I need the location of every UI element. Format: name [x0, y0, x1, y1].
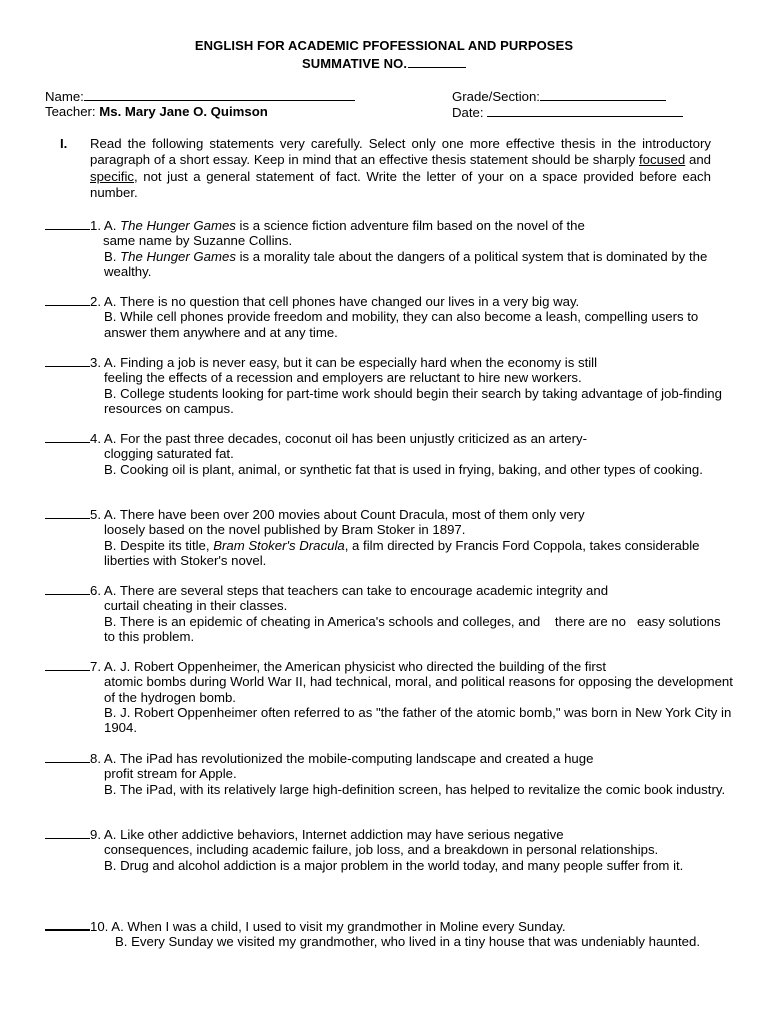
option-b [45, 538, 735, 569]
grade-row [452, 88, 666, 104]
option-a-continued: profit stream for Apple. [104, 766, 237, 782]
question-6 [45, 583, 735, 644]
answer-blank-10[interactable] [45, 918, 90, 931]
instructions-text: Read the following statements very carefully. Select only one more effective thesis in the introductory paragraph of a short essay. Keep in mind that an effective thesis statement should be sharply [90, 136, 711, 168]
option-b [45, 858, 735, 873]
option-b [45, 462, 735, 477]
option-a-text: J. Robert Oppenheimer, the American physicist who directed the building of the first [120, 659, 607, 674]
option-b-text: Drug and alcohol addiction is a major problem in the world today, and many people suffer from it. [120, 857, 684, 873]
question-number: 7. A. [90, 659, 121, 674]
summative-label: SUMMATIVE NO. [301, 56, 408, 71]
option-a-continued: clogging saturated fat. [104, 446, 234, 462]
answer-blank-9[interactable] [45, 827, 90, 839]
option-a-title: The Hunger Games [120, 218, 236, 233]
answer-blank-8[interactable] [45, 751, 90, 763]
answer-blank-3[interactable] [45, 355, 90, 367]
option-b-title: The Hunger Games [120, 248, 236, 264]
question-9 [45, 827, 735, 873]
option-b [45, 309, 735, 340]
document-title: ENGLISH FOR ACADEMIC PFOFESSIONAL AND PURPOSES [194, 38, 574, 53]
name-blank[interactable] [84, 88, 355, 101]
option-a-text: is a science fiction adventure film based on the novel of the [235, 218, 585, 233]
option-a-continued: loosely based on the novel published by Bram Stoker in 1897. [104, 522, 466, 538]
answer-blank-6[interactable] [45, 583, 90, 595]
question-number: 10. A. [90, 919, 128, 934]
name-label: Name: [45, 89, 84, 104]
grade-label: Grade/Section: [452, 89, 540, 104]
option-b-label: B. [104, 613, 120, 629]
question-7 [45, 659, 735, 735]
question-number: 9. A. [90, 827, 121, 842]
option-a-continued: same name by Suzanne Collins. [103, 233, 293, 249]
question-number: 2. A. [90, 294, 120, 309]
date-row [452, 104, 683, 120]
option-a-text: The iPad has revolutionized the mobile-computing landscape and created a huge [119, 751, 594, 766]
option-b-label: B. [104, 704, 121, 720]
question-3 [45, 355, 735, 416]
option-b [45, 386, 735, 417]
instructions-text-end: , not just a general statement of fact. Write the letter of your on a space provided before each number. [90, 168, 711, 200]
option-a-text: There is no question that cell phones have changed our lives in a very big way. [119, 294, 580, 309]
option-a-continued: consequences, including academic failure, job loss, and a breakdown in personal relationships. [104, 842, 659, 858]
option-b-label: B. [104, 385, 121, 401]
option-a-text: There have been over 200 movies about Count Dracula, most of them only very [119, 507, 585, 522]
option-a-continued: feeling the effects of a recession and employers are reluctant to hire new workers. [104, 370, 582, 386]
option-b-text: J. Robert Oppenheimer often referred to as "the father of the atomic bomb," was born in New York City in 1904. [104, 704, 732, 736]
question-4 [45, 431, 735, 477]
instructions-focused: focused [639, 152, 686, 168]
option-b-label: B. [104, 248, 121, 264]
option-b-text: is a morality tale about the dangers of a political system that is dominated by the wealthy. [104, 248, 708, 279]
question-number: 8. A. [90, 751, 120, 766]
instructions-specific: specific [90, 168, 134, 184]
question-10 [45, 918, 735, 950]
option-b-text: College students looking for part-time work should begin their search by taking advantage of job-finding resources on campus. [104, 385, 722, 416]
option-b [45, 249, 735, 280]
teacher-name: Ms. Mary Jane O. Quimson [99, 104, 268, 119]
option-b-text: The iPad, with its relatively large high-definition screen, has helped to revitalize the comic book industry. [119, 781, 726, 797]
part-number: I. [60, 136, 68, 151]
question-2 [45, 294, 735, 340]
option-b-label: B. Despite its title, [104, 537, 214, 553]
answer-blank-2[interactable] [45, 294, 90, 306]
option-b-label: B. [104, 309, 121, 325]
question-1 [45, 218, 735, 279]
question-number: 6. A. [90, 583, 120, 598]
option-b-label: B. [104, 781, 120, 797]
instructions-and: and [685, 152, 711, 168]
option-b [45, 614, 735, 645]
option-a-continued: atomic bombs during World War II, had technical, moral, and political reasons for opposing the development of the hydrogen bomb. [104, 674, 733, 705]
option-b-text: Cooking oil is plant, animal, or synthetic fat that is used in frying, baking, and other types of cooking. [120, 461, 703, 477]
option-b [45, 705, 735, 736]
answer-blank-4[interactable] [45, 431, 90, 443]
option-a-continued: curtail cheating in their classes. [104, 598, 288, 614]
option-b [45, 934, 735, 949]
question-number: 3. A. [90, 355, 121, 370]
option-a-text: There are several steps that teachers can take to encourage academic integrity and [119, 583, 609, 598]
teacher-row [45, 104, 268, 119]
option-b-text: There is an epidemic of cheating in America's schools and colleges, and there are no easy solutions to this problem. [104, 613, 725, 644]
summative-number-blank[interactable] [408, 55, 466, 68]
grade-blank[interactable] [540, 88, 666, 101]
option-b-label: B. [115, 934, 132, 950]
date-label: Date: [452, 105, 484, 120]
option-b-title: Bram Stoker's Dracula [213, 537, 345, 553]
option-b-label: B. [104, 857, 121, 873]
teacher-label: Teacher: [45, 104, 96, 119]
question-number: 4. A. [90, 431, 121, 446]
option-a-text: For the past three decades, coconut oil has been unjustly criticized as an artery- [120, 431, 588, 446]
answer-blank-1[interactable] [45, 218, 90, 230]
question-number: 5. A. [90, 507, 120, 522]
summative-title [0, 55, 768, 71]
option-a-text: Like other addictive behaviors, Internet addiction may have serious negative [120, 827, 564, 842]
name-row [45, 88, 355, 104]
question-number: 1. A. [90, 218, 121, 233]
option-b [45, 782, 735, 797]
option-b-text: , a film directed by Francis Ford Coppola, takes considerable liberties with Stoker's novel. [104, 537, 700, 568]
question-5 [45, 507, 735, 568]
option-b-text: While cell phones provide freedom and mobility, they can also become a leash, compelling users to answer them anywhere and at any time. [104, 309, 699, 340]
answer-blank-7[interactable] [45, 659, 90, 671]
question-8 [45, 751, 735, 797]
date-blank[interactable] [487, 104, 683, 117]
answer-blank-5[interactable] [45, 507, 90, 519]
option-a-text: When I was a child, I used to visit my grandmother in Moline every Sunday. [127, 919, 566, 934]
option-a-text: Finding a job is never easy, but it can be especially hard when the economy is still [120, 355, 598, 370]
option-b-text: Every Sunday we visited my grandmother, who lived in a tiny house that was undeniably haunted. [131, 934, 700, 950]
option-b-label: B. [104, 461, 121, 477]
instructions [90, 136, 711, 201]
